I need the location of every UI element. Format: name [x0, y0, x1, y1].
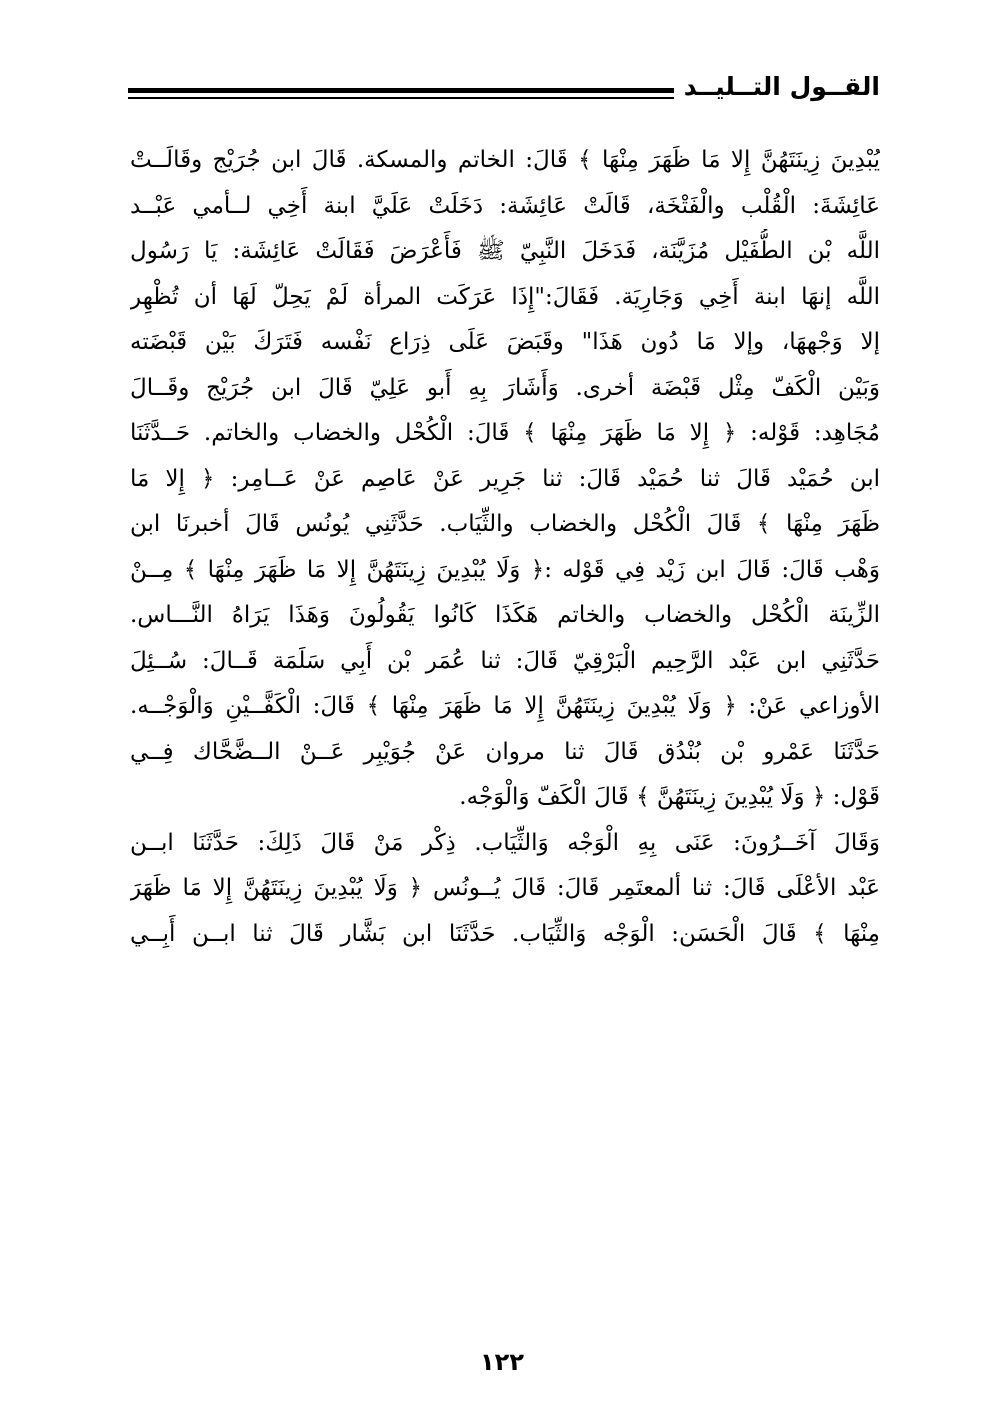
- page-header: [128, 72, 880, 112]
- text-line: وَبَيْن الْكَفّ مِثْل قَبْضَة أخرى. وَأَشَارَ بِهِ أَبو عَلِيّ قَالَ ابن جُرَيْج وقَــالَ: [130, 374, 880, 401]
- main-text: [130, 138, 880, 957]
- header-rule-thin: [128, 97, 674, 99]
- text-line: قَوْل: ﴿ وَلَا يُبْدِينَ زِينَتَهُنَّ ﴾ قَالَ الْكَفّ وَالْوَجْه.: [459, 784, 880, 810]
- text-line: ظَهَرَ مِنْهَا ﴾ قَالَ الْكُحْل والخضاب والثِّيَاب. حَدَّثَنِي يُونُس قَالَ أخبرنَا ابن: [130, 511, 880, 537]
- text-line: الأوزاعي عَنْ: ﴿ وَلَا يُبْدِينَ زِينَتَهُنَّ إِلا مَا ظَهَرَ مِنْهَا ﴾ قَالَ: الْكَفَّــيْنِ وَالْوَجْــه.: [130, 693, 880, 719]
- page-number: ١٢٢: [480, 1348, 524, 1376]
- text-line: يُبْدِينَ زِينَتَهُنَّ إِلا مَا ظَهَرَ مِنْهَا ﴾ قَالَ: الخاتم والمسكة. قَالَ ابن جُرَيْج وقَالَــتْ: [130, 147, 880, 173]
- text-line: عَبْد الأعْلَى قَالَ: ثنا ألمعتَمِر قَالَ: قَالَ يُــونُس ﴿ وَلَا يُبْدِينَ زِينَتَهُنَّ إِلا مَا ظَهَرَ: [130, 875, 880, 901]
- text-line: عَائِشَةَ: الْقُلْب والْفَتْخَة، قَالَتْ عَائِشَة: دَخَلَتْ عَلَيَّ ابنة أَخِي لــأمي عَبْــد: [130, 192, 880, 219]
- text-line: اللَّه بْن الطُّفَيْل مُزَيَّنَة، فَدَخَلَ النَّبِيّ ﷺ فَأَعْرَضَ فَقَالَتْ عَائِشَة: يَا رَسُول: [130, 238, 880, 264]
- text-line: وَقَالَ آخَــرُونَ: عَنَى بِهِ الْوَجْه وَالثِّيَاب. ذِكْر مَنْ قَالَ ذَلِكَ: حَدَّثَنَا ابــن: [130, 829, 880, 856]
- text-line: حَدَّثَنَا عَمْرو بْن بُنْدُق قَالَ ثنا مروان عَنْ جُوَيْبِر عَــنْ الــضَّحَّاك فِــي: [130, 738, 880, 765]
- text-line: وَهْب قَالَ: قَالَ ابن زَيْد فِي قَوْله :﴿ وَلَا يُبْدِينَ زِينَتَهُنَّ إِلا مَا ظَهَرَ مِنْهَا ﴾ مِــنْ: [130, 556, 880, 583]
- text-line: إلا وَجْههَا، وإلا مَا دُون هَذَا" وقَبَضَ عَلَى ذِرَاع نَفْسه فَتَرَكَ بَيْن قَبْضَته: [130, 329, 880, 355]
- text-line: حَدَّثَنِي ابن عَبْد الرَّحِيم الْبَرْقِيّ قَالَ: ثنا عُمَر بْن أَبِي سَلَمَة قَــالَ: سُــئِلَ: [130, 647, 880, 674]
- text-line: مِنْهَا ﴾ قَالَ الْحَسَن: الْوَجْه وَالثِّيَاب. حَدَّثَنَا ابن بَشَّار قَالَ ثنا ابــن أَبِــي: [130, 920, 880, 947]
- text-line: الزِّينَة الْكُحْل والخضاب والخاتم هَكَذَا كَانُوا يَقُولُونَ وَهَذَا يَرَاهُ النَّـــاس.: [130, 602, 880, 628]
- text-line: اللَّه إنهَا ابنة أَخِي وَجَارِيَة. فَقَالَ:"إِذَا عَرَكَت المرأة لَمْ يَحِلّ لَهَا أن تُظْهِر: [130, 283, 880, 310]
- text-line: ابن حُمَيْد قَالَ ثنا حُمَيْد قَالَ: ثنا جَرِير عَنْ عَاصِم عَنْ عَــامِر: ﴿ إِلا مَا: [130, 465, 880, 492]
- running-title: القــول التــليــد: [683, 72, 880, 101]
- text-line: مُجَاهِد: قَوْله: ﴿ إِلا مَا ظَهَرَ مِنْهَا ﴾ قَالَ: الْكُحْل والخضاب والخاتم. حَــدَّثَنَا: [130, 420, 880, 446]
- header-rule-thick: [128, 88, 674, 93]
